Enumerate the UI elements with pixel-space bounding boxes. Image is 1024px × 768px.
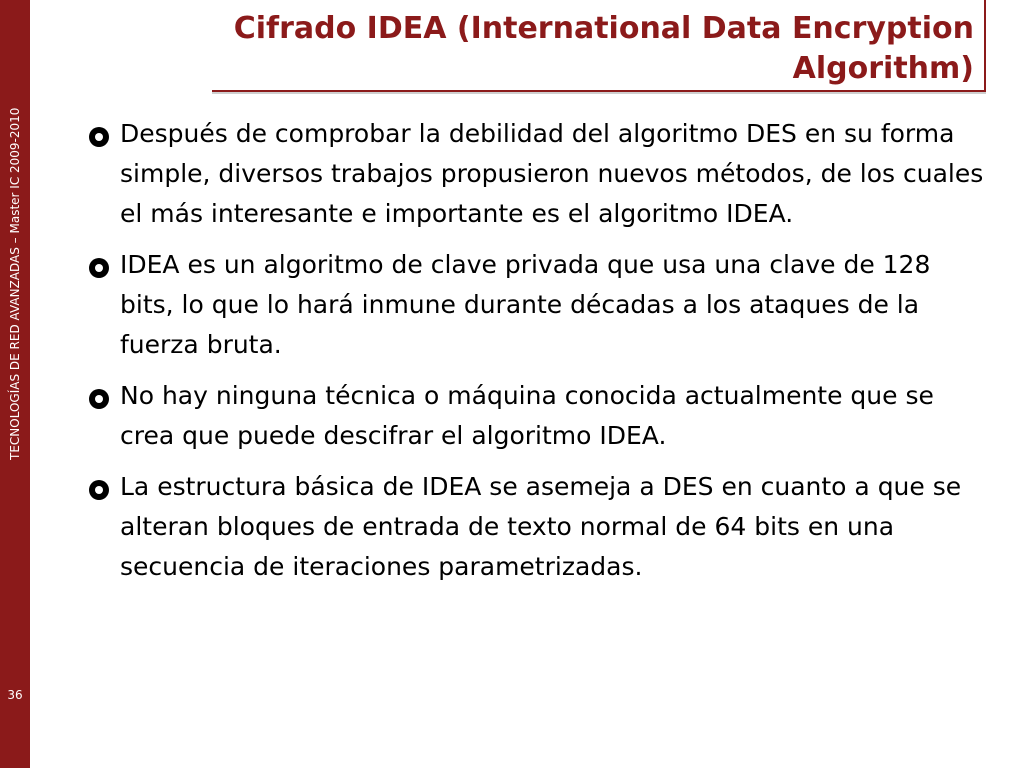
bullet-text: La estructura básica de IDEA se asemeja a DES en cuanto a que se alteran bloques de entrada de texto normal de 64 bits en una secuencia de iteraciones parametrizadas.: [120, 472, 962, 581]
sidebar-vertical-text-container: [8, 12, 35, 462]
bullet-item: [86, 245, 986, 365]
page-number: 36: [7, 688, 23, 702]
sidebar-vertical-text: TECNOLOGÍAS DE RED AVANZADAS – Master IC 2009-2010: [8, 107, 22, 460]
bullet-text: Después de comprobar la debilidad del algoritmo DES en su forma simple, diversos trabajos propusieron nuevos métodos, de los cuales el más interesante e importante es el algoritmo IDEA.: [120, 119, 984, 228]
bullet-item: [86, 467, 986, 587]
circle-bullet-icon: [86, 477, 112, 503]
sidebar: [0, 0, 30, 768]
title-frame: [212, 0, 986, 92]
bullet-item: [86, 376, 986, 456]
bullet-text: IDEA es un algoritmo de clave privada que usa una clave de 128 bits, lo que lo hará inmune durante décadas a los ataques de la fuerza bruta.: [120, 250, 931, 359]
circle-bullet-icon: [86, 124, 112, 150]
circle-bullet-icon: [86, 255, 112, 281]
bullet-item: [86, 114, 986, 234]
slide-title: Cifrado IDEA (International Data Encryption Algorithm): [233, 11, 974, 86]
bullet-text: No hay ninguna técnica o máquina conocida actualmente que se crea que puede descifrar el algoritmo IDEA.: [120, 381, 934, 450]
bullet-list: [86, 114, 986, 598]
circle-bullet-icon: [86, 386, 112, 412]
